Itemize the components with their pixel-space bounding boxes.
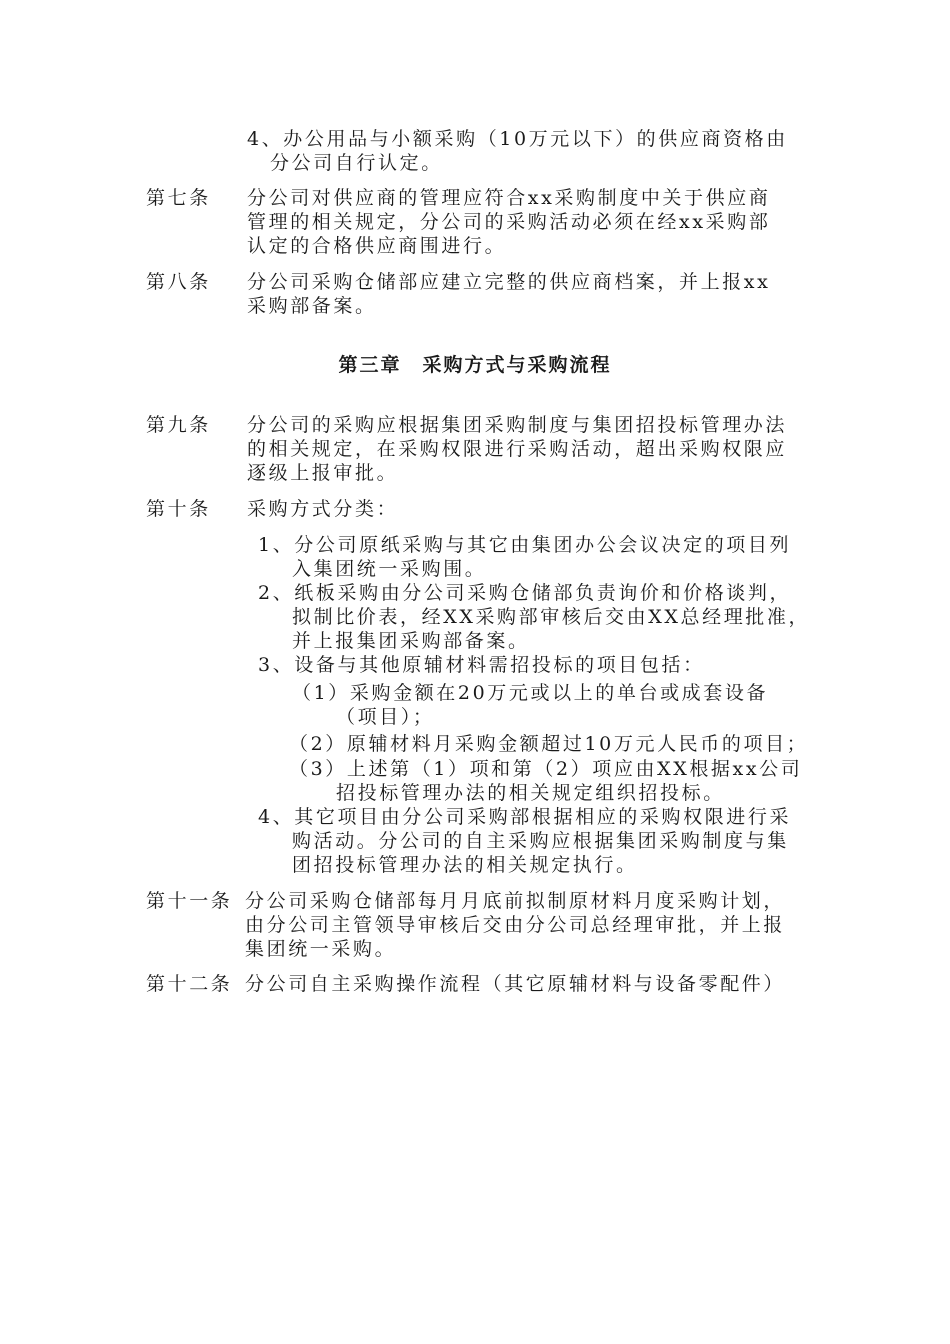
article-9-line-2: 的相关规定，在采购权限进行采购活动，超出采购权限应 bbox=[247, 438, 788, 460]
article-11-line-3: 集团统一采购。 bbox=[245, 938, 397, 960]
article-8-label: 第八条 bbox=[146, 271, 211, 293]
list-item-4-line-1: 4、办公用品与小额采购（10万元以下）的供应商资格由 bbox=[247, 128, 788, 150]
article-10-item-3: 3、设备与其他原辅材料需招投标的项目包括： bbox=[258, 654, 705, 676]
article-10-item-4-line-3: 团招投标管理办法的相关规定执行。 bbox=[292, 854, 638, 876]
article-10-sub-3-line-1: （3）上述第（1）项和第（2）项应由XX根据xx公司 bbox=[289, 758, 803, 780]
article-10-item-1-line-1: 1、分公司原纸采购与其它由集团办公会议决定的项目列 bbox=[258, 534, 792, 556]
article-10-label: 第十条 bbox=[146, 498, 211, 520]
list-item-4-line-2: 分公司自行认定。 bbox=[270, 152, 443, 174]
article-10-sub-1-line-1: （1）采购金额在20万元或以上的单台或成套设备 bbox=[292, 682, 769, 704]
article-10-item-2-line-1: 2、纸板采购由分公司采购仓储部负责询价和价格谈判， bbox=[258, 582, 792, 604]
article-7-line-2: 管理的相关规定，分公司的采购活动必须在经xx采购部 bbox=[247, 211, 771, 233]
article-10-item-2-line-2: 拟制比价表，经XX采购部审核后交由XX总经理批准， bbox=[292, 606, 811, 628]
article-8-line-2: 采购部备案。 bbox=[247, 295, 377, 317]
article-11-line-1: 分公司采购仓储部每月月底前拟制原材料月度采购计划， bbox=[245, 890, 786, 912]
article-7-line-1: 分公司对供应商的管理应符合xx采购制度中关于供应商 bbox=[247, 187, 771, 209]
article-9-line-3: 逐级上报审批。 bbox=[247, 462, 399, 484]
article-10-sub-1-line-2: （项目）； bbox=[336, 706, 435, 728]
article-10-item-1-line-2: 入集团统一采购围。 bbox=[292, 558, 487, 580]
article-8-line-1: 分公司采购仓储部应建立完整的供应商档案，并上报xx bbox=[247, 271, 771, 293]
article-9-line-1: 分公司的采购应根据集团采购制度与集团招投标管理办法 bbox=[247, 414, 788, 436]
article-7-label: 第七条 bbox=[146, 187, 211, 209]
article-10-item-2-line-3: 并上报集团采购部备案。 bbox=[292, 630, 530, 652]
article-9-label: 第九条 bbox=[146, 414, 211, 436]
article-12-line-1: 分公司自主采购操作流程（其它原辅材料与设备零配件） bbox=[245, 973, 786, 995]
article-10-item-4-line-1: 4、其它项目由分公司采购部根据相应的采购权限进行采 bbox=[258, 806, 792, 828]
article-10-item-4-line-2: 购活动。分公司的自主采购应根据集团采购制度与集 bbox=[292, 830, 789, 852]
article-10-intro: 采购方式分类： bbox=[247, 498, 399, 520]
article-11-line-2: 由分公司主管领导审核后交由分公司总经理审批，并上报 bbox=[245, 914, 786, 936]
article-7-line-3: 认定的合格供应商围进行。 bbox=[247, 235, 507, 257]
article-10-sub-3-line-2: 招投标管理办法的相关规定组织招投标。 bbox=[336, 782, 725, 804]
chapter-3-heading: 第三章 采购方式与采购流程 bbox=[338, 354, 612, 376]
article-10-sub-2: （2）原辅材料月采购金额超过10万元人民币的项目； bbox=[289, 733, 809, 755]
article-12-label: 第十二条 bbox=[146, 973, 233, 995]
article-11-label: 第十一条 bbox=[146, 890, 233, 912]
